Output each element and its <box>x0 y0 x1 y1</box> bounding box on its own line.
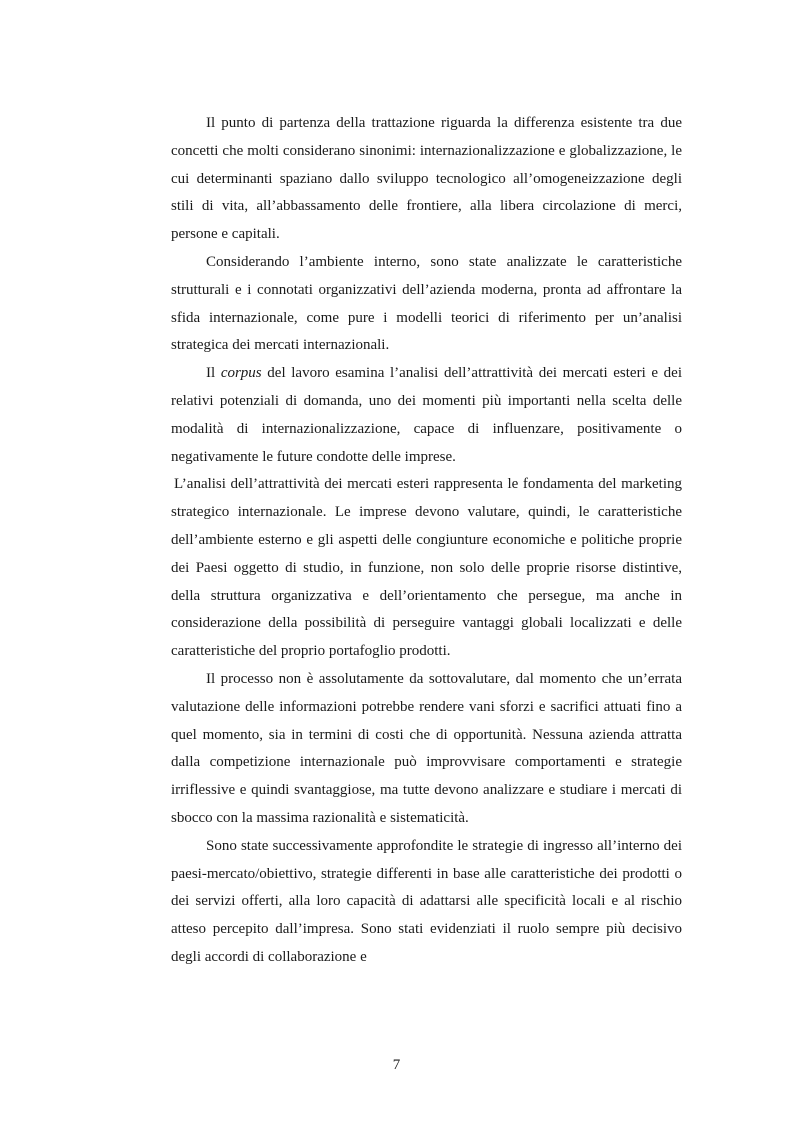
document-body <box>171 110 682 972</box>
paragraph-corpus <box>171 360 682 471</box>
paragraph-market-attractiveness: L’analisi dell’attrattività dei mercati esteri rappresenta le fondamenta del marketing strategico internazionale. Le imprese devono valutare, quindi, le caratteristiche dell’ambiente esterno e gli aspetti delle congiunture economiche e politiche proprie dei Paesi oggetto di studio, in funzione, non solo delle proprie risorse distintive, della struttura organizzativa e dell’orientamento che persegue, ma anche in considerazione della possibilità di perseguire vantaggi globali localizzati e delle caratteristiche del proprio portafoglio prodotti. <box>171 476 682 660</box>
corpus-italic: corpus <box>220 365 262 382</box>
paragraph-globalization: Il punto di partenza della trattazione riguarda la differenza esistente tra due concetti che molti considerano sinonimi: internazionalizzazione e globalizzazione, le cui determinanti spaziano dallo sviluppo tecnologico all’omogeneizzazione degli stili di vita, all’abbassamento delle frontiere, alla libera circolazione di merci, persone e capitali. <box>171 115 682 243</box>
page-number: 7 <box>392 1057 401 1073</box>
corpus-rest: del lavoro esamina l’analisi dell’attrattività dei mercati esteri e dei relativi potenziali di domanda, uno dei momenti più importanti nella scelta delle modalità di internazionalizzazione, capace di influenzare, positivamente o negativamente le future condotte delle imprese. <box>171 365 683 465</box>
paragraph-entry-strategies: Sono state successivamente approfondite le strategie di ingresso all’interno dei paesi-mercato/obiettivo, strategie differenti in base alle caratteristiche dei prodotti o dei servizi offerti, alla loro capacità di adattarsi alle specificità locali e al rischio atteso percepito dall’impresa. Sono stati evidenziati il ruolo sempre più decisivo degli accordi di collaborazione e <box>171 837 682 965</box>
paragraph-process: Il processo non è assolutamente da sottovalutare, dal momento che un’errata valutazione delle informazioni potrebbe rendere vani sforzi e sacrifici attuati fino a quel momento, sia in termini di costi che di opportunità. Nessuna azienda attratta dalla competizione internazionale può improvvisare comportamenti e strategie irriflessive e quindi svantaggiose, ma tutte devono analizzare e studiare i mercati di sbocco con la massima razionalità e sistematicità. <box>171 670 682 826</box>
paragraph-internal-environment: Considerando l’ambiente interno, sono state analizzate le caratteristiche strutturali e i connotati organizzativi dell’azienda moderna, pronta ad affrontare la sfida internazionale, come pure i modelli teorici di riferimento per un’analisi strategica dei mercati internazionali. <box>171 253 682 354</box>
corpus-intro: Il <box>206 365 221 382</box>
